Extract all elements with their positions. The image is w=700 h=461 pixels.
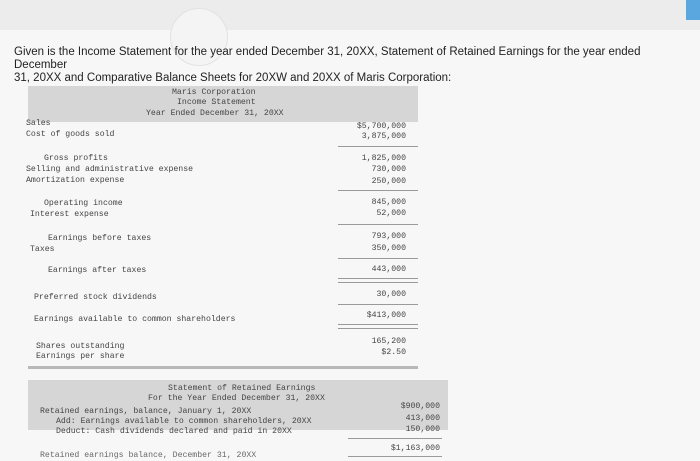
row-label: Taxes [30, 245, 55, 254]
row-label: Earnings available to common shareholders [34, 315, 236, 324]
divider [338, 190, 418, 191]
row-value: $900,000 [400, 402, 440, 411]
row-label: Sales [26, 119, 51, 128]
row-value: 730,000 [371, 165, 406, 174]
statement-title: Income Statement [177, 98, 256, 107]
row-label: Earnings per share [36, 352, 125, 361]
row-value: 165,200 [371, 337, 406, 346]
divider [338, 304, 418, 305]
row-value: 443,000 [371, 265, 406, 274]
row-value: 793,000 [371, 232, 406, 241]
row-label: Cost of goods sold [26, 130, 115, 139]
row-label: Earnings after taxes [48, 266, 147, 275]
row-label: Amortization expense [26, 176, 125, 185]
divider [338, 328, 418, 329]
question-line-1: Given is the Income Statement for the year ended December 31, 20XX, Statement of Retained Earnings for the year ended December [14, 46, 641, 71]
statement-bottom-rule [28, 366, 418, 369]
row-value: 845,000 [371, 198, 406, 207]
row-value: 52,000 [376, 209, 406, 218]
row-label: Shares outstanding [36, 342, 125, 351]
row-label: Interest expense [30, 210, 109, 219]
statement-title: Statement of Retained Earnings [168, 384, 316, 393]
question-line-2: 31, 20XX and Comparative Balance Sheets for 20XW and 20XX of Maris Corporation: [14, 72, 452, 84]
row-label: Retained earnings balance, December 31, 20XX [40, 451, 257, 460]
company-name: Maris Corporation [172, 88, 256, 97]
row-label: Deduct: Cash dividends declared and paid in 20XX [56, 427, 292, 436]
row-label: Add: Earnings available to common shareholders, 20XX [56, 417, 312, 426]
row-label: Earnings before taxes [48, 234, 152, 243]
divider [338, 282, 418, 283]
divider [338, 258, 418, 259]
row-value: $1,163,000 [390, 444, 440, 453]
row-label: Preferred stock dividends [34, 293, 157, 302]
row-value: 413,000 [405, 414, 440, 423]
statement-period: For the Year Ended December 31, 20XX [148, 394, 325, 403]
row-label: Operating income [44, 199, 123, 208]
row-value: 350,000 [371, 244, 406, 253]
divider [348, 438, 442, 439]
row-label: Selling and administrative expense [26, 165, 194, 174]
question-text [14, 46, 694, 85]
top-bar [0, 0, 700, 30]
corner-tab-icon[interactable] [686, 0, 700, 20]
row-value: $413,000 [366, 311, 406, 320]
divider [338, 146, 418, 147]
divider [338, 324, 418, 325]
statement-period: Year Ended December 31, 20XX [146, 109, 284, 118]
row-value: 3,875,000 [361, 132, 406, 141]
row-value: 250,000 [371, 177, 406, 186]
row-label: Retained earnings, balance, January 1, 20XX [40, 407, 252, 416]
row-value: 150,000 [405, 425, 440, 434]
row-value: 30,000 [376, 290, 406, 299]
row-label: Gross profits [44, 154, 108, 163]
divider [338, 224, 418, 225]
row-value: 1,825,000 [361, 154, 406, 163]
income-statement [22, 84, 422, 374]
row-value: $5,700,000 [356, 122, 406, 131]
row-value: $2.50 [381, 348, 406, 357]
divider [338, 278, 418, 279]
divider [348, 456, 442, 457]
retained-earnings-statement [28, 380, 448, 461]
